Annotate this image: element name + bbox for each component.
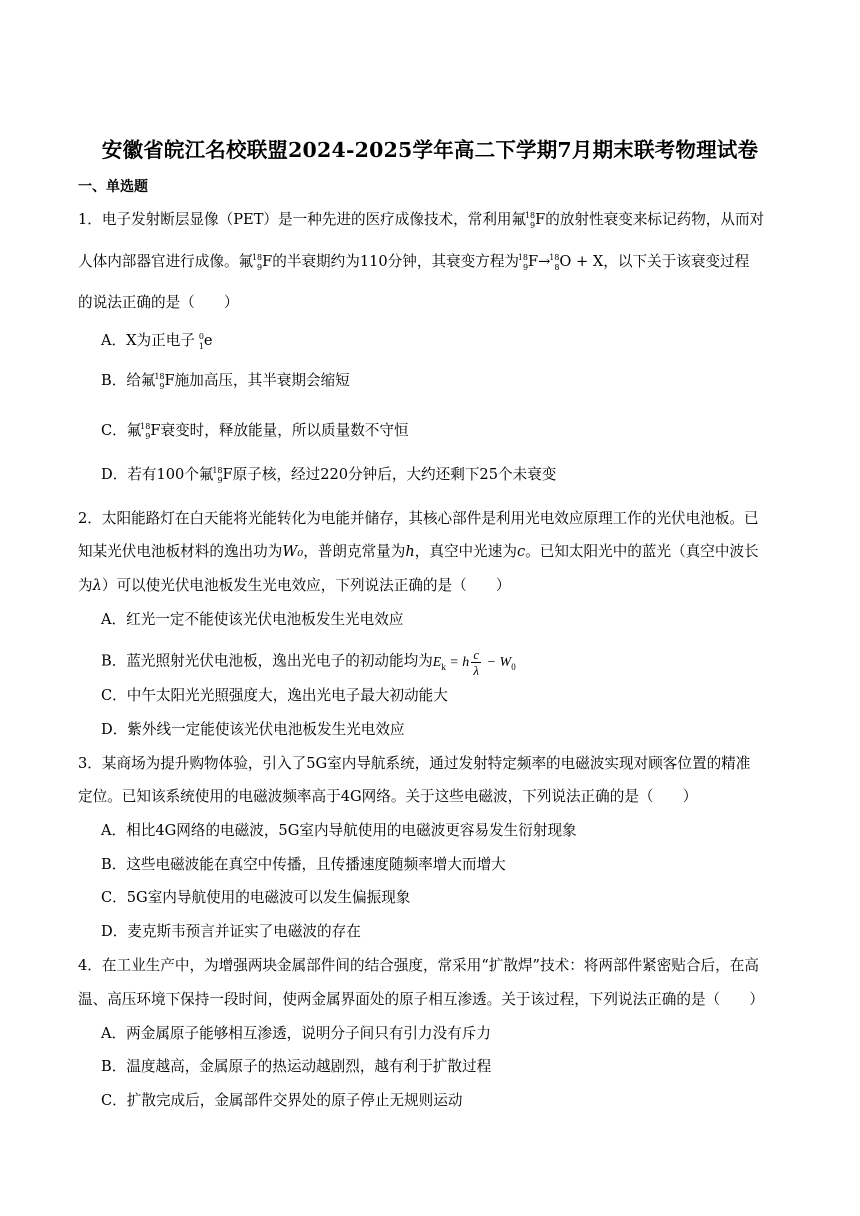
q3-option-d[interactable]: D．麦克斯韦预言并证实了电磁波的存在 bbox=[101, 923, 361, 940]
q1-option-d[interactable] bbox=[101, 465, 556, 485]
q1-text: F bbox=[528, 253, 539, 270]
q3-option-c[interactable]: C．5G室内导航使用的电磁波可以发生偏振现象 bbox=[101, 889, 411, 906]
arrow-icon: → bbox=[538, 253, 551, 270]
q1-text: F的放射性衰变来标记药物，从而对 bbox=[535, 211, 765, 228]
q1-text: F的半衰期约为110分钟，其衰变方程为 bbox=[262, 253, 520, 270]
option-text: F衰变时，释放能量，所以质量数不守恒 bbox=[150, 422, 409, 439]
q3-option-a[interactable]: A．相比4G网络的电磁波，5G室内导航使用的电磁波更容易发生衍射现象 bbox=[101, 822, 577, 839]
section-heading: 一、单选题 bbox=[78, 179, 148, 195]
q1-text: 人体内部器官进行成像。氟 bbox=[78, 253, 254, 270]
q1-option-b[interactable] bbox=[101, 371, 350, 391]
q1-text: 1．电子发射断层显像（PET）是一种先进的医疗成像技术，常利用氟 bbox=[78, 211, 527, 228]
isotope-f18: 18 9 bbox=[154, 372, 165, 391]
option-text: A．X为正电子 bbox=[101, 332, 195, 349]
option-text: e bbox=[203, 332, 213, 349]
option-text: F施加高压，其半衰期会缩短 bbox=[164, 372, 350, 389]
q2-stem-line-2: 知某光伏电池板材料的逸出功为W₀，普朗克常量为h，真空中光速为c。已知太阳光中的蓝光（真空中波长 bbox=[78, 543, 759, 560]
q2-option-a[interactable]: A．红光一定不能使该光伏电池板发生光电效应 bbox=[101, 611, 404, 628]
exam-title: 安徽省皖江名校联盟2024-2025学年高二下学期7月期末联考物理试卷 bbox=[101, 138, 759, 162]
fraction-c-over-lambda: $\frac{c}{\lambda}$ bbox=[473, 647, 480, 678]
option-text: F原子核，经过220分钟后，大约还剩下25个未衰变 bbox=[222, 466, 557, 483]
q3-stem-line-1: 3．某商场为提升购物体验，引入了5G室内导航系统，通过发射特定频率的电磁波实现对顾客位置的精准 bbox=[78, 755, 751, 772]
q1-text: O + X，以下关于该衰变过程 bbox=[559, 253, 750, 270]
q1-option-a[interactable] bbox=[101, 331, 213, 351]
q2-stem-line-1: 2．太阳能路灯在白天能将光能转化为电能并储存，其核心部件是利用光电效应原理工作的光伏电池板。已 bbox=[78, 510, 759, 527]
q4-option-b[interactable]: B．温度越高，金属原子的热运动越剧烈，越有利于扩散过程 bbox=[101, 1058, 492, 1075]
option-text: D．若有100个氟 bbox=[101, 466, 214, 483]
kinetic-energy-formula: $E_k = h$ $\frac{c}{\lambda}$ − $W_0$ bbox=[432, 647, 516, 678]
q4-option-a[interactable]: A．两金属原子能够相互渗透，说明分子间只有引力没有斥力 bbox=[101, 1025, 491, 1042]
isotope-f18: 18 9 bbox=[517, 253, 529, 272]
isotope-f18: 18 9 bbox=[524, 211, 536, 230]
isotope-o18: 18 8 bbox=[549, 253, 560, 272]
isotope-f18: 18 9 bbox=[251, 253, 263, 272]
q2-stem-line-3: 为λ）可以使光伏电池板发生光电效应，下列说法正确的是（ ） bbox=[78, 577, 511, 594]
q3-option-b[interactable]: B．这些电磁波能在真空中传播，且传播速度随频率增大而增大 bbox=[101, 856, 506, 873]
q3-stem-line-2: 定位。已知该系统使用的电磁波频率高于4G网络。关于这些电磁波，下列说法正确的是（ ） bbox=[78, 788, 698, 805]
isotope-positron: 0 1 bbox=[198, 332, 204, 351]
q1-option-c[interactable] bbox=[101, 421, 409, 441]
q4-option-c[interactable]: C．扩散完成后，金属部件交界处的原子停止无规则运动 bbox=[101, 1092, 463, 1109]
q2-option-d[interactable]: D．紫外线一定能使该光伏电池板发生光电效应 bbox=[101, 721, 405, 738]
q1-stem-line-3: 的说法正确的是（ ） bbox=[78, 294, 239, 311]
option-text: C．氟 bbox=[101, 422, 142, 439]
q1-stem-line-1 bbox=[78, 210, 764, 230]
option-text: B．蓝光照射光伏电池板，逸出光电子的初动能均为 bbox=[101, 652, 433, 670]
q2-option-b[interactable] bbox=[101, 647, 516, 678]
q4-stem-line-2: 温、高压环境下保持一段时间，使两金属界面处的原子相互渗透。关于该过程，下列说法正确的是（ ） bbox=[78, 991, 764, 1008]
q1-stem-line-2 bbox=[78, 252, 749, 272]
option-text: B．给氟 bbox=[101, 372, 156, 389]
q4-stem-line-1: 4．在工业生产中，为增强两块金属部件间的结合强度，常采用“扩散焊”技术：将两部件紧密贴合后，在高 bbox=[78, 957, 759, 974]
isotope-f18: 18 9 bbox=[212, 466, 223, 485]
q2-option-c[interactable]: C．中午太阳光光照强度大，逸出光电子最大初动能大 bbox=[101, 687, 448, 704]
isotope-f18: 18 9 bbox=[140, 422, 151, 441]
